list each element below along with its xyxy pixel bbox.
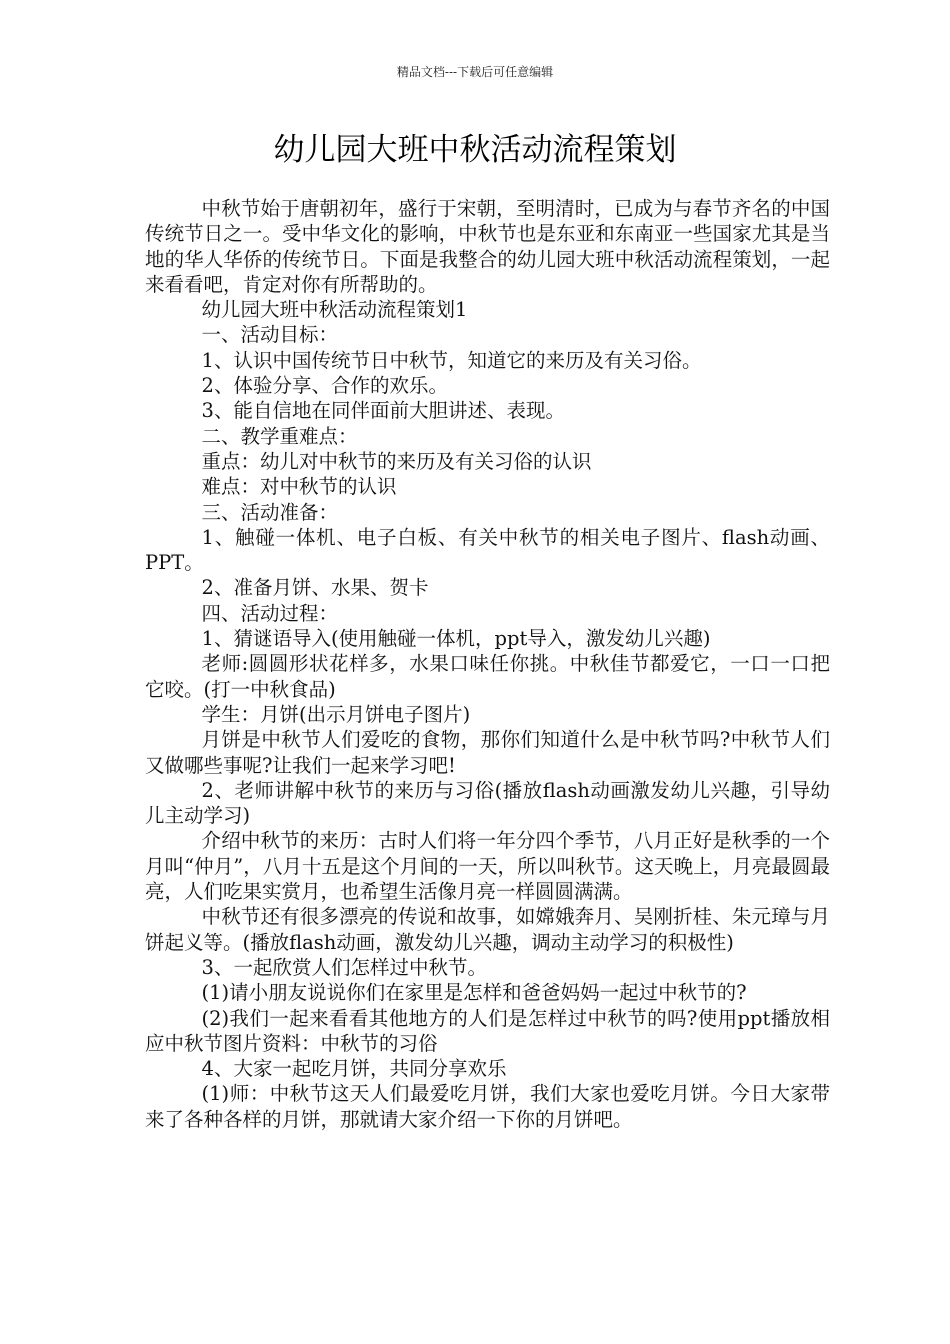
document-body: [145, 196, 830, 1132]
paragraph-riddle: 老师:圆圆形状花样多，水果口味任你挑。中秋佳节都爱它，一口一口把它咬。(打一中秋食品): [145, 652, 830, 701]
paragraph-difficulty: 难点：对中秋节的认识: [201, 475, 397, 499]
paragraph-goal-1: 1、认识中国传统节日中秋节，知道它的来历及有关习俗。: [201, 348, 702, 372]
paragraph-section-process: 四、活动过程：: [201, 601, 339, 625]
paragraph-mooncake-question: 月饼是中秋节人们爱吃的食物，那你们知道什么是中秋节吗?中秋节人们又做哪些事呢?让我们一起来学习吧!: [145, 728, 830, 777]
paragraph-prep-2: 2、准备月饼、水果、贺卡: [201, 576, 429, 600]
paragraph-step-3-2: (2)我们一起来看看其他地方的人们是怎样过中秋节的吗?使用ppt播放相应中秋节图片资料：中秋节的习俗: [145, 1006, 830, 1055]
paragraph-section-preparation: 三、活动准备：: [201, 500, 339, 524]
paragraph-legends: 中秋节还有很多漂亮的传说和故事，如嫦娥奔月、吴刚折桂、朱元璋与月饼起义等。(播放flash动画，激发幼儿兴趣，调动主动学习的积极性): [145, 905, 830, 954]
paragraph-key-point: 重点：幼儿对中秋节的来历及有关习俗的认识: [201, 449, 592, 473]
paragraph-step-3-1: (1)请小朋友说说你们在家里是怎样和爸爸妈妈一起过中秋节的?: [201, 981, 747, 1005]
paragraph-step-1: 1、猜谜语导入(使用触碰一体机，ppt导入，激发幼儿兴趣): [201, 627, 711, 651]
document-title: 幼儿园大班中秋活动流程策划: [273, 132, 677, 168]
paragraph-plan-heading: 幼儿园大班中秋活动流程策划1: [201, 298, 468, 322]
paragraph-goal-2: 2、体验分享、合作的欢乐。: [201, 374, 448, 398]
paragraph-section-goals: 一、活动目标：: [201, 323, 339, 347]
paragraph-prep-1: 1、触碰一体机、电子白板、有关中秋节的相关电子图片、flash动画、PPT。: [145, 525, 830, 575]
paragraph-intro: 中秋节始于唐朝初年，盛行于宋朝，至明清时，已成为与春节齐名的中国传统节日之一。受中华文化的影响，中秋节也是东亚和东南亚一些国家尤其是当地的华人华侨的传统节日。下面是我整合的幼儿园大班中秋活动流程策划，一起来看看吧，肯定对你有所帮助的。: [145, 197, 830, 296]
paragraph-goal-3: 3、能自信地在同伴面前大胆讲述、表现。: [201, 399, 565, 423]
paragraph-step-2: 2、老师讲解中秋节的来历与习俗(播放flash动画激发幼儿兴趣，引导幼儿主动学习): [145, 778, 830, 828]
paragraph-section-key-points: 二、教学重难点：: [201, 424, 358, 448]
paragraph-student-answer: 学生：月饼(出示月饼电子图片): [201, 702, 471, 726]
paragraph-step-4-1: (1)师：中秋节这天人们最爱吃月饼，我们大家也爱吃月饼。今日大家带来了各种各样的月饼，那就请大家介绍一下你的月饼吧。: [145, 1082, 830, 1131]
paragraph-step-4: 4、大家一起吃月饼，共同分享欢乐: [201, 1057, 507, 1081]
paragraph-origin: 介绍中秋节的来历：古时人们将一年分四个季节，八月正好是秋季的一个月叫“仲月”，八月十五是这个月间的一天，所以叫秋节。这天晚上，月亮最圆最亮，人们吃果实赏月，也希望生活像月亮一样圆圆满满。: [145, 829, 830, 904]
page-header-watermark: 精品文档---下载后可任意编辑: [396, 65, 554, 79]
paragraph-step-3: 3、一起欣赏人们怎样过中秋节。: [201, 955, 487, 979]
